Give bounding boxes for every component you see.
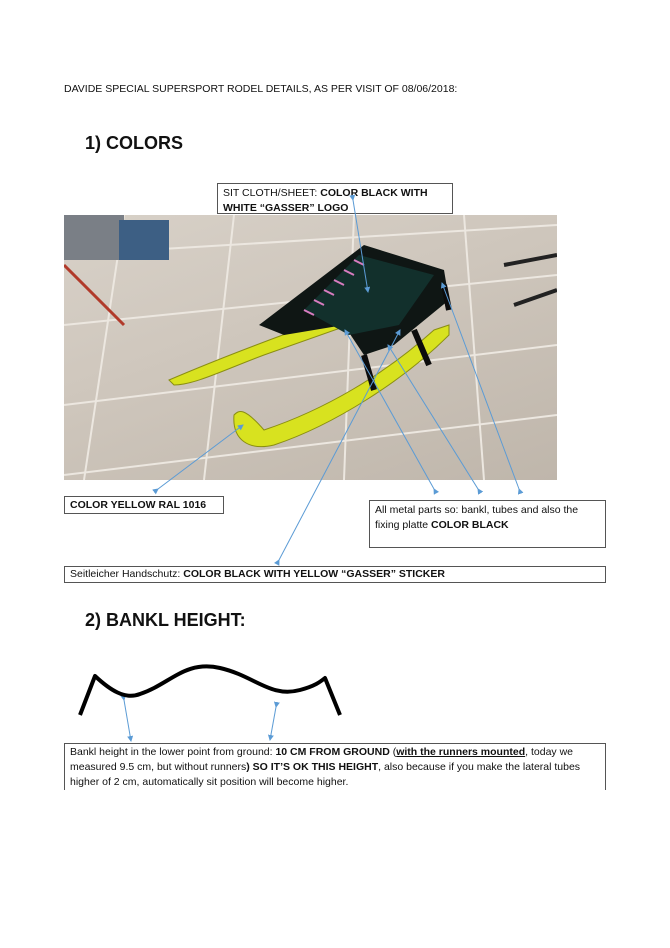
bankl-height-note — [64, 743, 606, 790]
section-title-bankl-height: 2) BANKL HEIGHT: — [85, 610, 246, 630]
note-bold-2: ) SO IT’S OK THIS HEIGHT — [246, 761, 379, 773]
callout-metal-bold: COLOR BLACK — [431, 519, 509, 531]
note-underlined: with the runners mounted — [396, 746, 526, 758]
document-header: DAVIDE SPECIAL SUPERSPORT RODEL DETAILS, AS PER VISIT OF 08/06/2018: — [64, 83, 458, 95]
note-part-2: ( — [389, 746, 397, 758]
callout-yellow-label: COLOR YELLOW RAL 1016 — [70, 499, 207, 511]
callout-metal-prefix: All metal parts so: bankl, tubes and also the fixing platte — [375, 504, 579, 531]
section-title-colors: 1) COLORS — [85, 133, 184, 153]
note-bold-1: 10 CM FROM GROUND — [275, 746, 390, 758]
callout-sit-prefix: SIT CLOTH/SHEET: — [223, 187, 321, 199]
note-part-1: Bankl height in the lower point from ground: — [70, 746, 276, 758]
callout-hand-prefix: Seitleicher Handschutz: — [70, 568, 184, 580]
callout-sit-bold: COLOR BLACK WITH WHITE “GASSER” LOGO — [223, 187, 428, 214]
note-part-3: , today we measured 9.5 cm, but without runners — [70, 746, 574, 773]
note-part-4: , also because if you make the lateral tubes higher of 2 cm, automatically sit position will become higher. — [70, 761, 581, 788]
callout-hand-bold: COLOR BLACK WITH YELLOW “GASSER” STICKER — [183, 568, 445, 580]
